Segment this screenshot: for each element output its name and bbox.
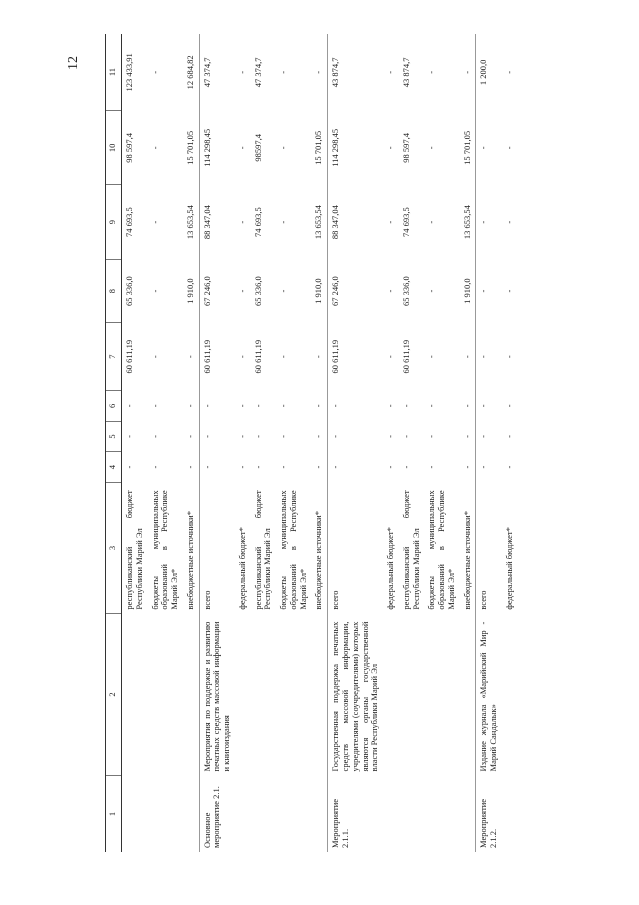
row-name	[276, 614, 311, 776]
table-row	[199, 34, 235, 852]
col-8-value: -	[236, 289, 247, 293]
funding-source: федеральный бюджет*	[385, 527, 396, 610]
column-header: 4	[106, 452, 122, 483]
col-4-value: -	[199, 452, 235, 483]
col-10-value: -	[503, 146, 514, 150]
col-7-value: -	[278, 355, 289, 359]
col-10-value: -	[476, 111, 502, 185]
col-4-value: -	[236, 465, 247, 469]
row-code	[276, 775, 311, 852]
row-name	[183, 614, 199, 776]
col-10-value: 15 701,05	[184, 130, 195, 165]
col-9-value: 13 653,54	[313, 205, 324, 240]
col-9-value: -	[476, 185, 502, 259]
column-header: 8	[106, 259, 122, 322]
col-8-value: -	[149, 289, 160, 293]
funding-source: внебюджетные источники*	[184, 511, 195, 610]
row-name	[122, 614, 148, 776]
table-row	[251, 34, 277, 852]
col-11-value: -	[278, 70, 289, 74]
funding-source: всего	[328, 482, 383, 613]
col-5-value: -	[184, 435, 195, 438]
col-6-value: -	[199, 391, 235, 422]
col-11-value: -	[313, 70, 324, 74]
col-7-value: 60 611,19	[252, 339, 263, 374]
col-6-value: -	[149, 404, 160, 408]
column-header: 2	[106, 614, 122, 776]
col-7-value: 60 611,19	[328, 323, 383, 391]
row-name	[311, 614, 327, 776]
col-10-value: -	[278, 146, 289, 150]
col-10-value: -	[149, 146, 160, 150]
col-11-value: 1 200,0	[476, 34, 502, 111]
col-7-value: 60 611,19	[199, 323, 235, 391]
col-11-value: -	[149, 70, 160, 74]
col-9-value: 74 693,5	[400, 207, 411, 238]
row-name: Мероприятия по поддержке и развитию печатных средств массовой информации и книгоиздания	[199, 614, 235, 776]
col-5-value: -	[503, 435, 514, 438]
col-4-value: -	[124, 465, 134, 469]
row-name: Государственная поддержка печатных средств массовой информации, учредителями (соучредителями) которых являются органы государственной власти Республики Марий Эл	[328, 614, 383, 776]
col-7-value: -	[184, 355, 195, 359]
table-row	[276, 34, 311, 852]
col-5-value: -	[328, 421, 383, 452]
col-7-value: -	[149, 355, 160, 359]
col-11-value: -	[236, 70, 247, 74]
col-7-value: -	[426, 355, 437, 359]
col-5-value: -	[426, 435, 437, 438]
column-header: 1	[106, 775, 122, 852]
col-4-value: -	[278, 465, 289, 469]
column-number-row	[106, 34, 122, 852]
col-5-value: -	[400, 435, 411, 438]
budget-table	[105, 34, 518, 852]
col-4-value: -	[503, 465, 514, 469]
col-6-value: -	[476, 391, 502, 422]
row-code	[148, 775, 183, 852]
col-4-value: -	[461, 465, 472, 469]
col-6-value: -	[426, 404, 437, 408]
col-7-value: 60 611,19	[124, 339, 134, 374]
column-header: 10	[106, 111, 122, 185]
col-10-value: 114 298,45	[199, 111, 235, 185]
col-8-value: 65 336,0	[124, 276, 134, 306]
row-name	[383, 614, 399, 776]
col-8-value: 1 910,0	[313, 278, 324, 304]
col-9-value: 74 693,5	[252, 207, 263, 238]
col-7-value: -	[313, 355, 324, 359]
col-8-value: -	[503, 289, 514, 293]
col-11-value: 47 374,7	[199, 34, 235, 111]
col-4-value: -	[149, 465, 160, 469]
funding-source: республиканский бюджет Республики Марий Эл	[124, 490, 144, 610]
row-name	[251, 614, 277, 776]
row-name: Издание журнала «Марийский Мир - Марий Сандалык»	[476, 614, 502, 776]
col-6-value: -	[236, 404, 247, 408]
funding-source: республиканский бюджет Республики Марий Эл	[252, 490, 273, 610]
col-9-value: -	[426, 220, 437, 224]
row-name	[399, 614, 425, 776]
col-6-value: -	[503, 404, 514, 408]
row-name	[502, 614, 518, 776]
col-9-value: 74 693,5	[124, 207, 134, 238]
column-header: 3	[106, 482, 122, 613]
row-code	[399, 775, 425, 852]
col-9-value: 13 653,54	[461, 205, 472, 240]
col-5-value: -	[278, 435, 289, 438]
col-8-value: 67 246,0	[328, 259, 383, 322]
col-9-value: -	[149, 220, 160, 224]
row-code	[183, 775, 199, 852]
funding-source: бюджеты муниципальных образований в Республике Марий Эл*	[278, 490, 308, 610]
col-7-value: -	[461, 355, 472, 359]
table-row	[460, 34, 476, 852]
col-4-value: -	[328, 452, 383, 483]
col-6-value: -	[252, 404, 263, 408]
col-5-value: -	[461, 435, 472, 438]
row-code	[122, 775, 148, 852]
col-9-value: 13 653,54	[184, 205, 195, 240]
col-11-value: 123 433,91	[124, 53, 134, 92]
col-10-value: 98 597,4	[124, 132, 134, 163]
col-6-value: -	[385, 404, 396, 408]
col-11-value: 47 374,7	[252, 57, 263, 88]
col-8-value: -	[476, 259, 502, 322]
column-header: 9	[106, 185, 122, 259]
col-9-value: -	[385, 220, 396, 224]
funding-source: внебюджетные источники*	[313, 511, 324, 610]
table-row	[476, 34, 502, 852]
row-code: Мероприятие 2.1.2.	[476, 775, 502, 852]
column-header: 11	[106, 34, 122, 111]
row-code	[251, 775, 277, 852]
col-4-value: -	[476, 452, 502, 483]
col-8-value: 1 910,0	[461, 278, 472, 304]
column-header: 7	[106, 323, 122, 391]
col-10-value: -	[385, 146, 396, 150]
col-7-value: -	[503, 355, 514, 359]
col-6-value: -	[328, 391, 383, 422]
col-8-value: -	[385, 289, 396, 293]
row-name	[148, 614, 183, 776]
col-4-value: -	[184, 465, 195, 469]
row-name	[424, 614, 459, 776]
col-10-value: -	[426, 146, 437, 150]
table-row	[183, 34, 199, 852]
row-code	[460, 775, 476, 852]
col-8-value: 67 246,0	[199, 259, 235, 322]
col-5-value: -	[199, 421, 235, 452]
table-row	[399, 34, 425, 852]
col-9-value: -	[236, 220, 247, 224]
col-5-value: -	[476, 421, 502, 452]
col-8-value: 65 336,0	[252, 276, 263, 306]
row-code	[502, 775, 518, 852]
funding-source: федеральный бюджет*	[236, 527, 247, 610]
col-11-value: 43 874,7	[328, 34, 383, 111]
col-5-value: -	[313, 435, 324, 438]
col-6-value: -	[278, 404, 289, 408]
column-header: 5	[106, 421, 122, 452]
funding-source: всего	[199, 482, 235, 613]
col-11-value: 12 684,82	[184, 55, 195, 90]
col-11-value: -	[385, 70, 396, 74]
table-row	[502, 34, 518, 852]
funding-source: федеральный бюджет*	[503, 527, 514, 610]
col-10-value: 15 701,05	[313, 130, 324, 165]
table-row	[235, 34, 251, 852]
col-4-value: -	[385, 465, 396, 469]
col-6-value: -	[184, 404, 195, 408]
table-row	[311, 34, 327, 852]
column-header: 6	[106, 391, 122, 422]
table-row	[424, 34, 459, 852]
col-8-value: -	[426, 289, 437, 293]
table-row	[148, 34, 183, 852]
col-10-value: 15 701,05	[461, 130, 472, 165]
funding-source: внебюджетные источники*	[461, 511, 472, 610]
table-row	[122, 34, 148, 852]
col-8-value: 65 336,0	[400, 276, 411, 306]
col-5-value: -	[149, 435, 160, 438]
col-5-value: -	[252, 435, 263, 438]
row-name	[235, 614, 251, 776]
col-7-value: 60 611,19	[400, 339, 411, 374]
col-7-value: -	[236, 355, 247, 359]
col-10-value: -	[236, 146, 247, 150]
col-7-value: -	[385, 355, 396, 359]
col-10-value: 114 298,45	[328, 111, 383, 185]
col-11-value: 43 874,7	[400, 57, 411, 88]
col-6-value: -	[313, 404, 324, 408]
col-11-value: -	[503, 70, 514, 74]
col-9-value: 88 347,04	[199, 185, 235, 259]
col-4-value: -	[400, 465, 411, 469]
col-9-value: -	[503, 220, 514, 224]
funding-source: бюджеты муниципальных образований в Республике Марий Эл*	[149, 490, 180, 610]
col-11-value: -	[461, 70, 472, 74]
col-5-value: -	[385, 435, 396, 438]
table-row	[328, 34, 383, 852]
col-10-value: 98 597,4	[400, 132, 411, 163]
col-8-value: 1 910,0	[184, 278, 195, 304]
row-code	[311, 775, 327, 852]
funding-source: всего	[476, 482, 502, 613]
col-4-value: -	[426, 465, 437, 469]
col-5-value: -	[236, 435, 247, 438]
row-code: Основное мероприятие 2.1.	[199, 775, 235, 852]
page-number: 12	[66, 56, 81, 70]
col-11-value: -	[426, 70, 437, 74]
col-10-value: 98597,4	[252, 134, 263, 162]
funding-source: бюджеты муниципальных образований в Республике Марий Эл*	[426, 490, 456, 610]
col-6-value: -	[400, 404, 411, 408]
row-code: Мероприятие 2.1.1.	[328, 775, 383, 852]
funding-source: республиканский бюджет Республики Марий Эл	[400, 490, 421, 610]
col-9-value: -	[278, 220, 289, 224]
row-code	[235, 775, 251, 852]
table-body	[122, 34, 518, 852]
row-code	[424, 775, 459, 852]
table-row	[383, 34, 399, 852]
col-4-value: -	[313, 465, 324, 469]
row-name	[460, 614, 476, 776]
col-6-value: -	[124, 404, 134, 408]
col-8-value: -	[278, 289, 289, 293]
row-code	[383, 775, 399, 852]
col-5-value: -	[124, 435, 134, 438]
col-6-value: -	[461, 404, 472, 408]
col-4-value: -	[252, 465, 263, 469]
col-9-value: 88 347,04	[328, 185, 383, 259]
col-7-value: -	[476, 323, 502, 391]
